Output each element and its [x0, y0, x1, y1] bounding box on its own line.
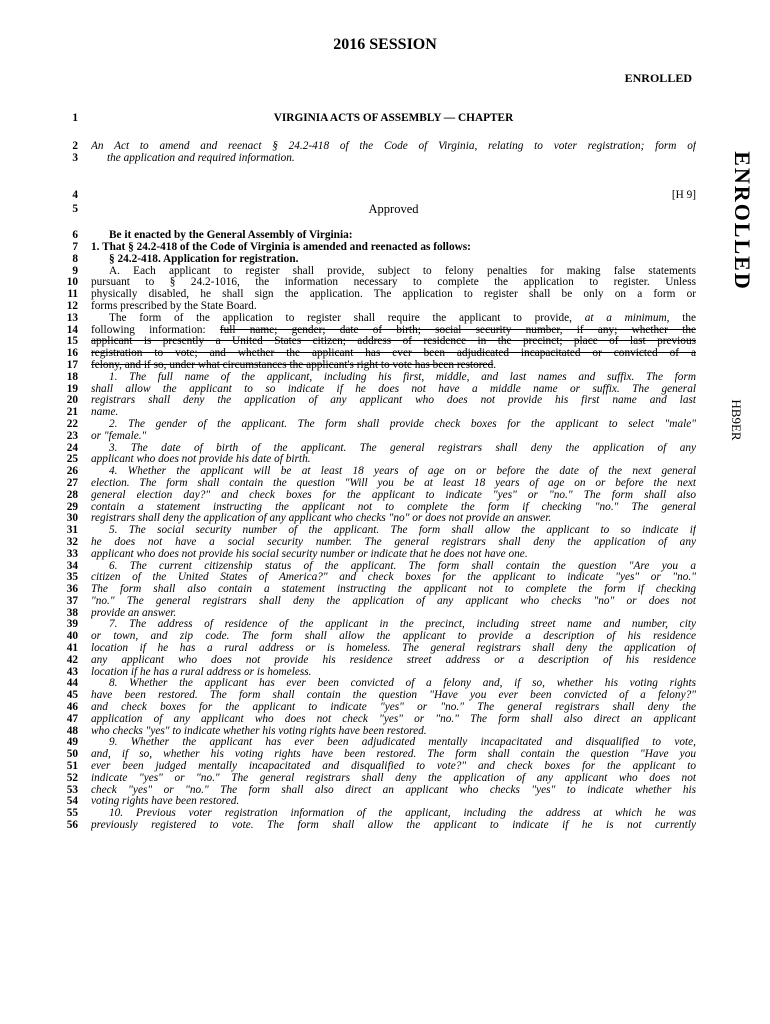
act-title: An Act to amend and reenact § 24.2-418 of the Code of Virginia, relating to voter registration; form of	[91, 140, 696, 152]
line-13	[0, 313, 770, 325]
line-number: 27	[66, 476, 78, 489]
line-number: 22	[66, 417, 78, 430]
bill-reference: [H 9]	[671, 190, 696, 202]
line-17	[0, 360, 770, 372]
line-number: 47	[66, 712, 78, 725]
text-run: following information:	[91, 324, 220, 336]
line-40	[0, 631, 770, 643]
chapter-title: VIRGINIA ACTS OF ASSEMBLY –– CHAPTER	[273, 113, 514, 124]
inserted-text: ever been judged mentally incapacitated and disqualified to vote?" and check boxes for the applicant to	[91, 761, 696, 773]
line-number: 13	[66, 311, 78, 324]
line-41	[0, 643, 770, 655]
line-21	[0, 407, 770, 419]
line-number: 12	[66, 299, 78, 312]
line-number: 46	[66, 701, 78, 714]
line-number: 2	[72, 139, 78, 152]
body-text: pursuant to § 24.2-1016, the information necessary to complete the application to register. Unless	[91, 277, 696, 289]
line-14	[0, 325, 770, 337]
body-text	[91, 325, 696, 337]
line-18	[0, 372, 770, 384]
line-37	[0, 596, 770, 608]
line-11	[0, 289, 770, 301]
line-32	[0, 537, 770, 549]
line-number: 11	[67, 288, 78, 301]
inserted-text: provide an answer.	[91, 607, 177, 619]
line-39	[0, 619, 770, 631]
inserted-text: previously registered to vote. The form shall allow the applicant to indicate if he is not currently	[91, 820, 696, 832]
inserted-text: who checks "yes" to indicate whether his voting rights have been restored.	[91, 725, 427, 737]
line-52	[0, 773, 770, 785]
inserted-text: registrars shall deny the application of any applicant who checks "no" or does not provide an answer.	[91, 513, 552, 525]
line-number: 15	[66, 335, 78, 348]
line-51	[0, 761, 770, 773]
inserted-text: at a minimum	[584, 312, 667, 324]
enrolled-label: ENROLLED	[624, 71, 692, 85]
line-number: 40	[66, 630, 78, 643]
inserted-text: 4. Whether the applicant will be at least 18 years of age on or before the date of the next general	[109, 466, 696, 478]
inserted-text: citizen of the United States of America?" and check boxes for the applicant to indicate "yes" or "no."	[91, 572, 696, 584]
enacting-clause: Be it enacted by the General Assembly of Virginia:	[109, 230, 353, 242]
line-3	[0, 153, 770, 165]
line-8	[0, 254, 770, 266]
approved-label: Approved	[368, 202, 419, 217]
line-7	[0, 242, 770, 254]
line-36	[0, 584, 770, 596]
inserted-text: or "female."	[91, 430, 147, 442]
inserted-text: location if he has a rural address or is homeless. The general registrars shall deny the application of	[91, 643, 696, 655]
line-number: 52	[66, 771, 78, 784]
inserted-text: "no." The general registrars shall deny the application of any applicant who checks "no" or does not	[91, 595, 696, 607]
line-10	[0, 277, 770, 289]
line-54	[0, 796, 770, 808]
line-number: 5	[72, 203, 78, 216]
inserted-text: general election day?" and check boxes for the applicant to indicate "yes" or "no." The form shall also	[91, 489, 696, 501]
line-47	[0, 714, 770, 726]
line-27	[0, 478, 770, 490]
line-number: 35	[66, 571, 78, 584]
side-bill-number: HB9ER	[729, 399, 744, 441]
line-number: 23	[66, 429, 78, 442]
inserted-text: applicant who does not provide his date of birth.	[91, 454, 311, 466]
inserted-text: voting rights have been restored.	[91, 796, 240, 808]
struck-text: felony, and if so, under what circumstances the applicant's right to vote has been restored	[91, 359, 494, 371]
line-number: 10	[66, 276, 78, 289]
line-44	[0, 678, 770, 690]
body-text: A. Each applicant to register shall provide, subject to felony penalties for making false statements	[109, 265, 696, 277]
line-50	[0, 749, 770, 761]
inserted-text: and, if so, whether his voting rights have been restored. The form shall contain the question "Have you	[91, 749, 696, 761]
amendment-clause: 1. That § 24.2-418 of the Code of Virginia is amended and reenacted as follows:	[91, 241, 471, 253]
inserted-text: contain a statement instructing the applicant not to complete the form if checking "no." The general	[91, 501, 696, 513]
line-number: 44	[66, 677, 78, 690]
inserted-text: check "yes" or "no." The form shall also direct an applicant who checks "yes" to indicate whether his	[91, 784, 696, 796]
inserted-text: or town, and zip code. The form shall allow the applicant to provide a description of his residence	[91, 631, 696, 643]
line-34	[0, 561, 770, 573]
line-number: 48	[66, 724, 78, 737]
line-number: 16	[66, 347, 78, 360]
line-5	[0, 202, 770, 217]
text-run: The form of the application to register shall require the applicant to provide,	[109, 312, 585, 324]
struck-text: applicant is presently a United States citizen; address of residence in the precinct; place of last previous	[91, 336, 696, 348]
inserted-text: any applicant who does not provide his residence street address or a description of his residence	[91, 654, 696, 666]
line-4	[0, 190, 770, 202]
line-number: 20	[66, 394, 78, 407]
inserted-text: applicant who does not provide his social security number or indicate that he does not have one.	[91, 548, 528, 560]
line-number: 29	[66, 500, 78, 513]
text-run: , the	[666, 312, 696, 324]
act-title-continued: the application and required information.	[107, 152, 295, 164]
line-42	[0, 655, 770, 667]
line-22	[0, 419, 770, 431]
inserted-text: have been restored. The form shall contain the question "Have you ever been convicted of a felony?"	[91, 690, 696, 702]
line-number: 39	[66, 618, 78, 631]
inserted-text: 10. Previous voter registration information of the applicant, including the address at which he was	[109, 808, 696, 820]
line-25	[0, 454, 770, 466]
struck-text: registration to vote; and whether the applicant has ever been adjudicated incapacitated or convicted of a	[91, 348, 696, 360]
line-20	[0, 395, 770, 407]
inserted-text: and check boxes for the applicant to indicate "yes" or "no." The general registrars shall deny the	[91, 702, 696, 714]
line-33	[0, 549, 770, 561]
line-number: 28	[66, 488, 78, 501]
line-number: 36	[66, 583, 78, 596]
line-43	[0, 667, 770, 679]
line-number: 30	[66, 512, 78, 525]
line-31	[0, 525, 770, 537]
line-53	[0, 785, 770, 797]
line-45	[0, 690, 770, 702]
line-46	[0, 702, 770, 714]
line-number: 33	[66, 547, 78, 560]
line-2	[0, 141, 770, 153]
line-number: 7	[72, 240, 78, 253]
line-23	[0, 431, 770, 443]
line-number: 21	[66, 406, 78, 419]
body-text	[91, 360, 696, 372]
inserted-text: 9. Whether the applicant has ever been adjudicated mentally incapacitated and disqualified to vote,	[109, 737, 696, 749]
line-number: 14	[66, 323, 78, 336]
inserted-text: 2. The gender of the applicant. The form shall provide check boxes for the applicant to select "male"	[109, 418, 696, 430]
body-text: physically disabled, he shall sign the application. The application to register shall be only on a form or	[91, 289, 696, 301]
line-number: 50	[66, 748, 78, 761]
line-number: 37	[66, 594, 78, 607]
inserted-text: shall allow the applicant to so indicate if he does not have a middle name or suffix. The general	[91, 383, 696, 395]
inserted-text: he does not have a social security number. The general registrars shall deny the application of any	[91, 536, 696, 548]
line-number: 41	[66, 642, 78, 655]
body-text: forms prescribed by the State Board.	[91, 300, 257, 312]
line-30	[0, 513, 770, 525]
line-number: 1	[72, 112, 78, 124]
line-38	[0, 608, 770, 620]
line-12	[0, 301, 770, 313]
body-text	[91, 313, 696, 325]
inserted-text: 8. Whether the applicant has ever been convicted of a felony and, if so, whether his voting rights	[109, 678, 696, 690]
line-number: 45	[66, 689, 78, 702]
line-49	[0, 737, 770, 749]
side-enrolled-stamp: ENROLLED	[730, 151, 755, 291]
line-6	[0, 230, 770, 242]
line-number: 34	[66, 559, 78, 572]
line-number: 24	[66, 441, 78, 454]
inserted-text: The form shall also contain a statement instructing the applicant not to complete the form if checking	[91, 584, 696, 596]
line-number: 49	[66, 736, 78, 749]
bill-text	[0, 113, 770, 832]
struck-text: full name; gender; date of birth; social security number, if any; whether the	[219, 324, 696, 336]
line-15	[0, 336, 770, 348]
line-number: 6	[72, 229, 78, 242]
line-number: 56	[66, 819, 78, 832]
inserted-text: registrars shall deny the application of any applicant who does not provide his first name and last	[91, 395, 696, 407]
line-24	[0, 443, 770, 455]
line-number: 42	[66, 653, 78, 666]
line-35	[0, 572, 770, 584]
line-9	[0, 266, 770, 278]
line-1	[0, 113, 770, 125]
line-number: 26	[66, 465, 78, 478]
inserted-text: name.	[91, 407, 119, 419]
inserted-text: 5. The social security number of the applicant. The form shall allow the applicant to so indicate if	[109, 525, 696, 537]
line-number: 32	[66, 535, 78, 548]
line-number: 9	[72, 264, 78, 277]
session-heading: 2016 SESSION	[333, 36, 437, 53]
line-number: 18	[66, 370, 78, 383]
line-number: 51	[66, 760, 78, 773]
line-26	[0, 466, 770, 478]
inserted-text: location if he has a rural address or is homeless.	[91, 666, 312, 678]
line-number: 19	[66, 382, 78, 395]
section-heading: § 24.2-418. Application for registration.	[109, 253, 299, 265]
line-number: 17	[66, 358, 78, 371]
line-19	[0, 384, 770, 396]
line-29	[0, 502, 770, 514]
line-28	[0, 490, 770, 502]
inserted-text: indicate "yes" or "no." The general registrars shall deny the application of any applicant who does not	[91, 772, 696, 784]
line-number: 43	[66, 665, 78, 678]
inserted-text: application of any applicant who does not check "yes" or "no." The form shall also direct an applicant	[91, 713, 696, 725]
text-run: .	[493, 359, 497, 371]
line-number: 54	[66, 795, 78, 808]
inserted-text: election. The form shall contain the question "Will you be at least 18 years of age on or before the next	[91, 477, 696, 489]
line-56	[0, 820, 770, 832]
line-number: 25	[66, 453, 78, 466]
line-number: 4	[72, 189, 78, 202]
line-number: 38	[66, 606, 78, 619]
line-number: 55	[66, 807, 78, 820]
line-number: 31	[66, 524, 78, 537]
line-55	[0, 808, 770, 820]
line-16	[0, 348, 770, 360]
line-number: 8	[72, 252, 78, 265]
line-number: 53	[66, 783, 78, 796]
inserted-text: 6. The current citizenship status of the applicant. The form shall contain the question "Are you a	[109, 560, 696, 572]
line-number: 3	[72, 151, 78, 164]
inserted-text: 1. The full name of the applicant, including his first, middle, and last names and suffix. The form	[109, 371, 696, 383]
inserted-text: 3. The date of birth of the applicant. The general registrars shall deny the application of any	[109, 442, 696, 454]
line-48	[0, 726, 770, 738]
inserted-text: 7. The address of residence of the applicant in the precinct, including street name and number, city	[109, 619, 696, 631]
